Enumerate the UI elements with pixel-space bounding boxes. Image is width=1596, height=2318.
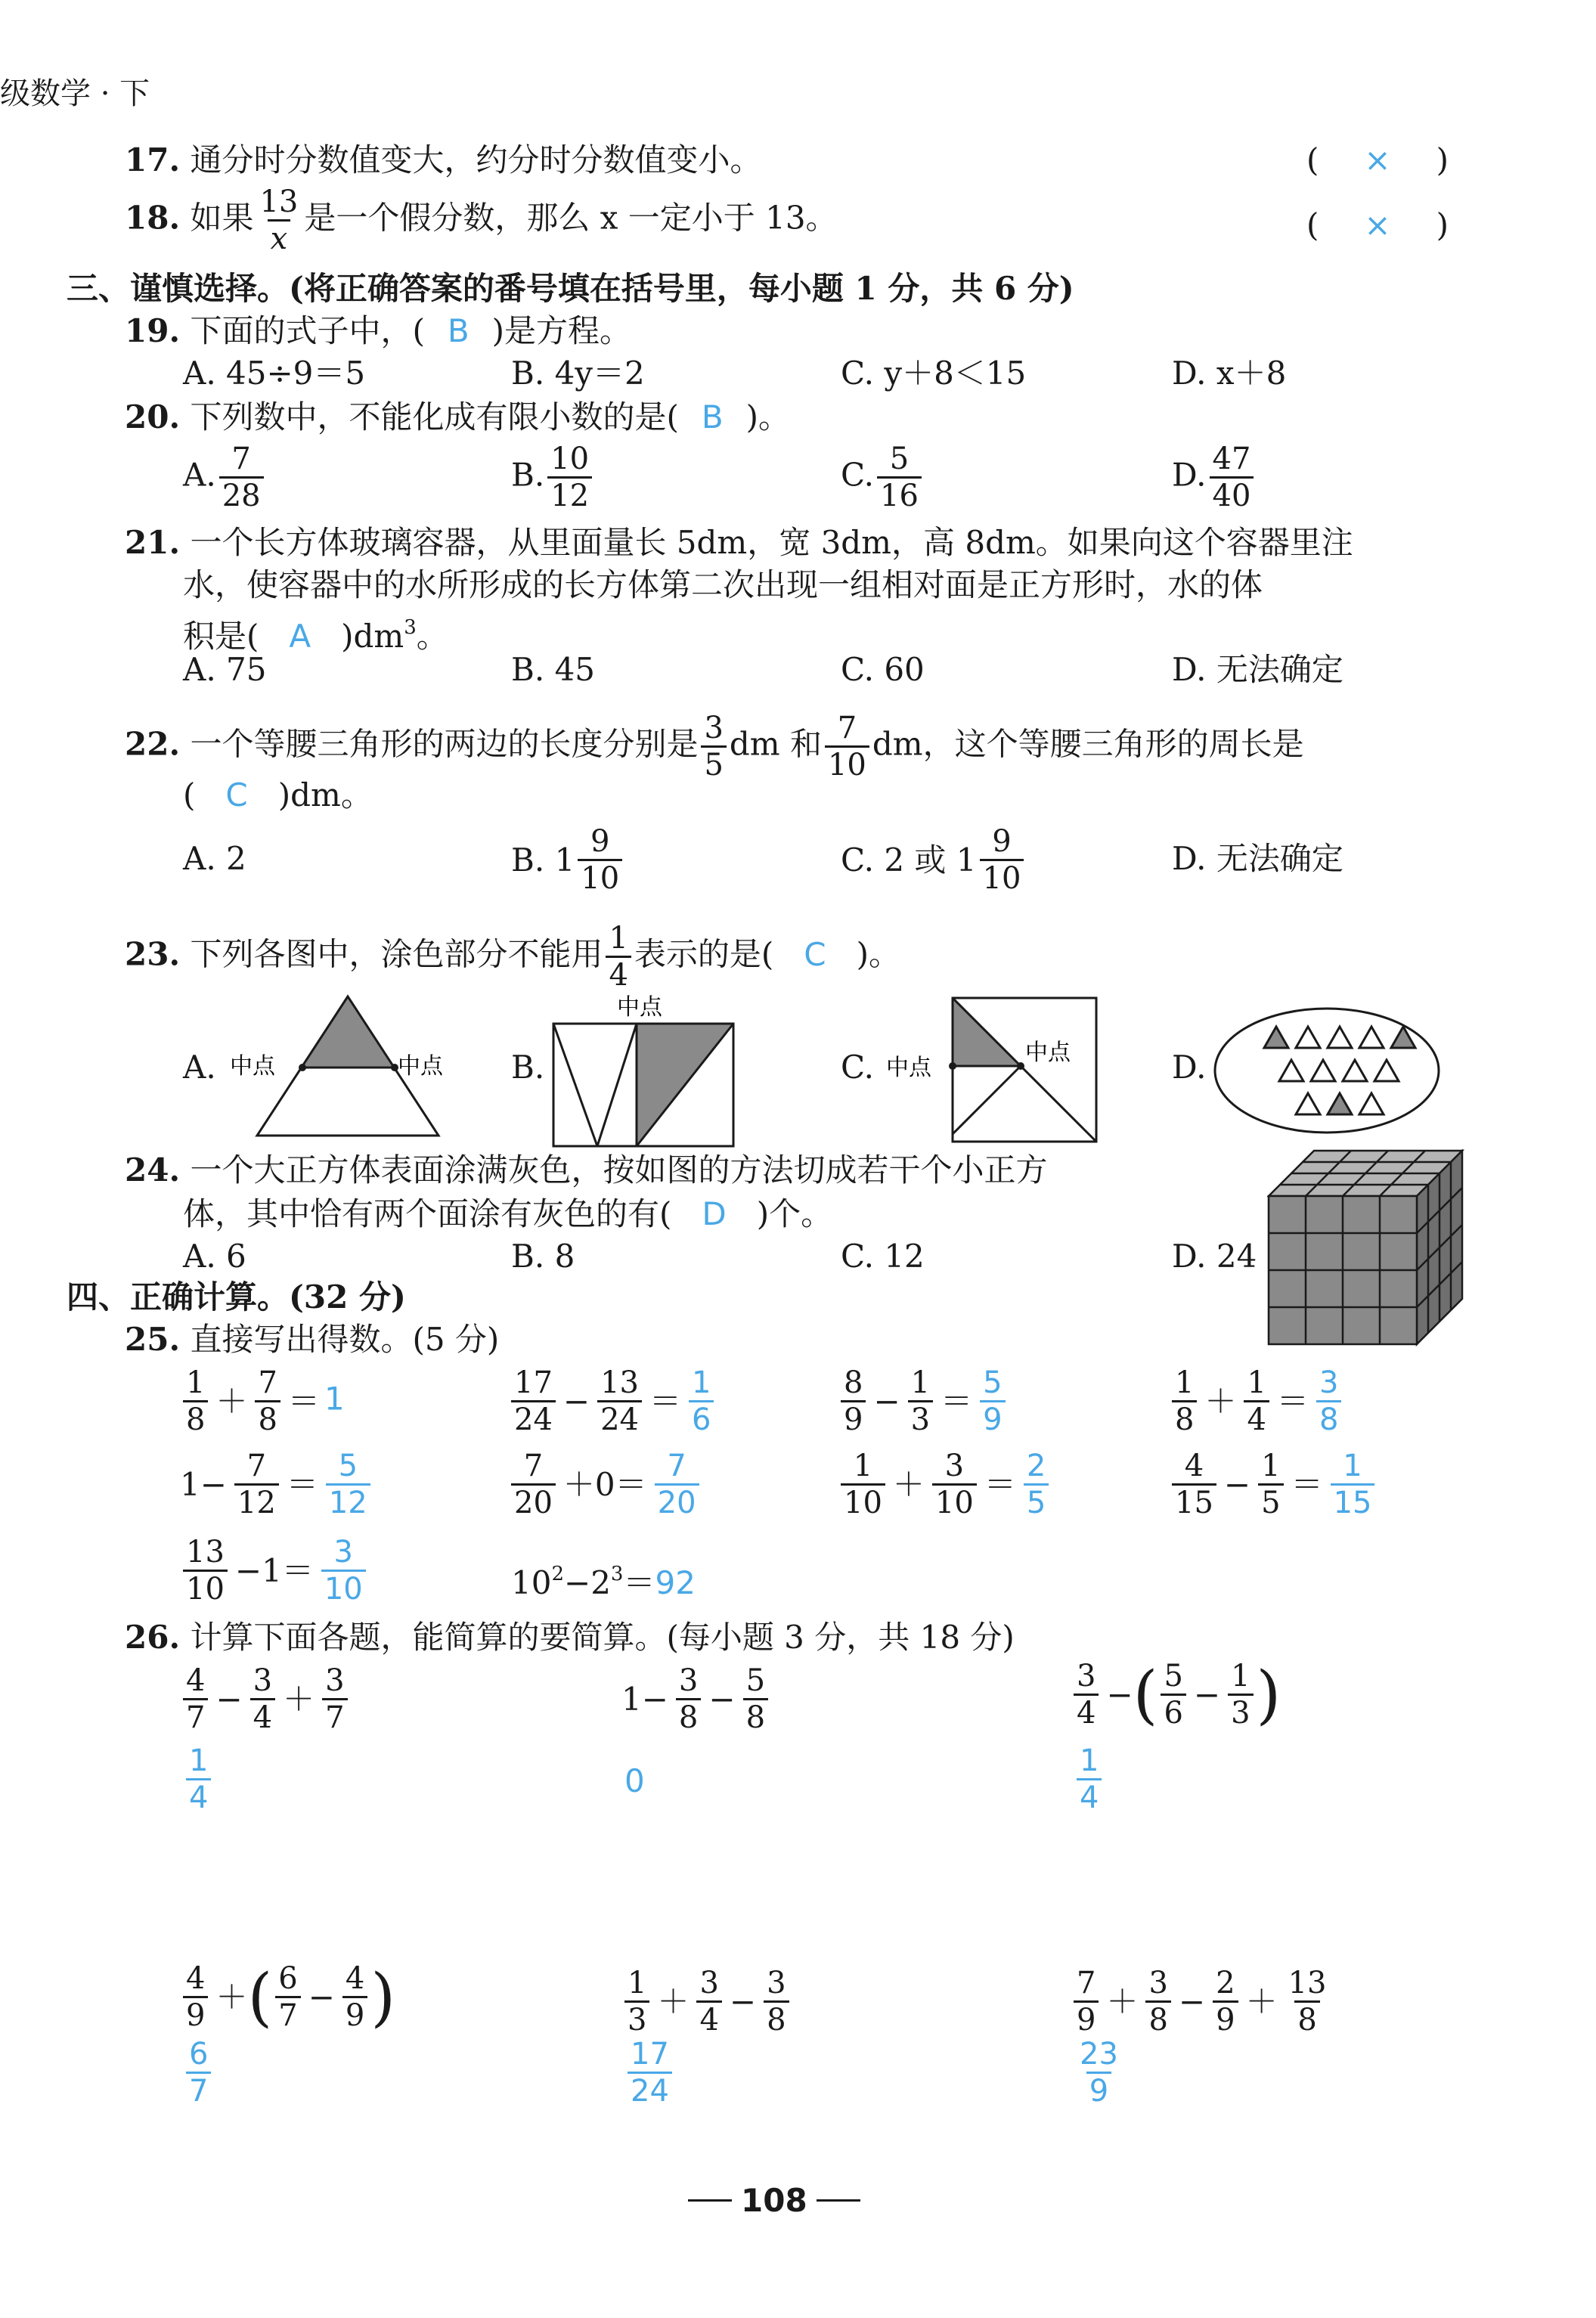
q17-answer-bracket: ( × ) (1306, 141, 1449, 178)
section-3-title: 三、谨慎选择。(将正确答案的番号填在括号里，每小题 1 分，共 6 分) (67, 270, 1074, 307)
calc-25-3: $\frac{8}{9}$ − $\frac{1}{3}$ ＝ $\frac{5}{9}$ (838, 1365, 1009, 1437)
calc-25-1-answer: 1 (324, 1380, 345, 1418)
question-18: 18. 如果 $\frac{13}{x}$ 是一个假分数，那么 x 一定小于 13。 (125, 184, 838, 256)
calc-26-2: 1− $\frac{3}{8}$ − $\frac{5}{8}$ (621, 1663, 771, 1735)
calc-25-9: $\frac{13}{10}$ −1＝ $\frac{3}{10}$ (180, 1535, 369, 1607)
calc-26-3-answer: $\frac{1}{4}$ (1074, 1743, 1105, 1815)
q23-label-c: C. (841, 1049, 874, 1086)
q22-option-d: D. 无法确定 (1172, 840, 1343, 877)
figure-d-ellipse-triangles (1210, 1003, 1444, 1139)
question-23: 23. 下列各图中，涂色部分不能用 $\frac{1}{4}$ 表示的是( C )。 (125, 921, 901, 993)
q20-answer: B (701, 398, 724, 435)
q20-option-d: D. $\frac{47}{40}$ (1172, 442, 1257, 513)
q21-line-2: 水，使容器中的水所形成的长方体第二次出现一组相对面是正方形时，水的体 (183, 566, 1263, 603)
page-header: 级数学 · 下 (0, 76, 150, 111)
midpoint-label-a-right: 中点 (398, 1053, 443, 1080)
q21-answer: A (289, 618, 311, 655)
question-26: 26. 计算下面各题，能简算的要简算。(每小题 3 分，共 18 分) (125, 1619, 1015, 1656)
q24-option-b: B. 8 (511, 1238, 575, 1275)
question-25: 25. 直接写出得数。(5 分) (125, 1321, 500, 1358)
section-4-title: 四、正确计算。(32 分) (67, 1278, 406, 1315)
q17-answer: × (1364, 141, 1391, 178)
q21-option-a: A. 75 (183, 651, 267, 688)
q20-option-c: C. $\frac{5}{16}$ (841, 442, 925, 513)
calc-26-2-answer: 0 (624, 1762, 645, 1799)
q19-answer: B (447, 312, 470, 349)
calc-26-1: $\frac{4}{7}$ − $\frac{3}{4}$ ＋ $\frac{3}{7}$ (180, 1663, 351, 1735)
figure-c-square (877, 990, 1104, 1146)
q24-option-a: A. 6 (183, 1238, 246, 1275)
q23-label-d: D. (1172, 1049, 1207, 1086)
q24-option-d: D. 24 (1172, 1238, 1257, 1275)
q23-label-a: A. (183, 1049, 216, 1086)
q19-option-b: B. 4y＝2 (511, 355, 645, 392)
calc-25-5: 1− $\frac{7}{12}$ ＝ $\frac{5}{12}$ (180, 1449, 373, 1520)
calc-25-9-answer: $\frac{3}{10}$ (321, 1535, 366, 1607)
q19-option-a: A. 45÷9＝5 (183, 355, 366, 392)
q22-option-b: B. 1 $\frac{9}{10}$ (511, 824, 625, 896)
cube-figure (1267, 1149, 1465, 1347)
q18-answer-bracket: ( × ) (1306, 206, 1449, 243)
q21-option-c: C. 60 (841, 651, 925, 688)
midpoint-label-a-left: 中点 (230, 1053, 275, 1080)
calc-26-5-answer: $\frac{17}{24}$ (624, 2037, 675, 2109)
q24-option-c: C. 12 (841, 1238, 925, 1275)
calc-26-4: $\frac{4}{9}$ ＋( $\frac{6}{7}$ − $\frac{4}{9}$ ) (180, 1961, 395, 2033)
calc-26-3: $\frac{3}{4}$ −( $\frac{5}{6}$ − $\frac{1}{3}$ ) (1071, 1659, 1281, 1731)
q20-option-b: B. $\frac{10}{12}$ (511, 442, 595, 513)
calc-25-5-answer: $\frac{5}{12}$ (326, 1449, 370, 1520)
calc-26-4-answer: $\frac{6}{7}$ (183, 2037, 214, 2109)
calc-26-5: $\frac{1}{3}$ ＋ $\frac{3}{4}$ − $\frac{3}{8}$ (621, 1966, 792, 2038)
calc-25-1: $\frac{1}{8}$ ＋ $\frac{7}{8}$ ＝ 1 (180, 1365, 345, 1437)
fraction-13-over-x: $\frac{13}{x}$ (259, 184, 299, 256)
calc-25-8: $\frac{4}{15}$ − $\frac{1}{5}$ ＝ $\frac{1}{15}$ (1169, 1449, 1378, 1520)
question-20: 20. 下列数中，不能化成有限小数的是( B )。 (125, 398, 791, 435)
calc-25-6-answer: $\frac{7}{20}$ (655, 1449, 699, 1520)
question-17: 17. 通分时分数值变大，约分时分数值变小。 (125, 141, 762, 178)
q24-line-2: 体，其中恰有两个面涂有灰色的有( D )个。 (183, 1195, 833, 1232)
midpoint-label-b: 中点 (617, 994, 662, 1021)
calc-25-2: $\frac{17}{24}$ − $\frac{13}{24}$ ＝ $\frac{1}{6}$ (508, 1365, 717, 1437)
question-24: 24. 一个大正方体表面涂满灰色，按如图的方法切成若干个小正方 (125, 1151, 1048, 1188)
calc-26-1-answer: $\frac{1}{4}$ (183, 1743, 214, 1815)
midpoint-label-c-left: 中点 (886, 1055, 931, 1081)
figure-a-triangle (227, 990, 454, 1142)
q20-option-a: A. $\frac{7}{28}$ (183, 442, 267, 513)
calc-25-10: $10^2-2^3=92$ (511, 1563, 696, 1601)
q21-option-d: D. 无法确定 (1172, 651, 1343, 688)
calc-26-6: $\frac{7}{9}$ ＋ $\frac{3}{8}$ − $\frac{2}{9}$ ＋ $\frac{13}{8}$ (1071, 1966, 1333, 2038)
q18-answer: × (1364, 206, 1391, 243)
calc-25-3-answer: $\frac{5}{9}$ (980, 1365, 1005, 1437)
calc-25-7: $\frac{1}{10}$ ＋ $\frac{3}{10}$ ＝ $\frac{2}{5}$ (838, 1449, 1052, 1520)
q23-label-b: B. (511, 1049, 545, 1086)
calc-25-6: $\frac{7}{20}$ ＋0＝ $\frac{7}{20}$ (508, 1449, 702, 1520)
q22-option-c: C. 2 或 1 $\frac{9}{10}$ (841, 824, 1027, 896)
q23-answer: C (804, 935, 826, 973)
figure-b-rectangle (544, 987, 741, 1151)
q22-answer: C (225, 776, 248, 813)
question-21: 21. 一个长方体玻璃容器，从里面量长 5dm，宽 3dm，高 8dm。如果向这个容器里注 (125, 524, 1353, 561)
q22-answer-line: ( C )dm。 (183, 776, 373, 813)
question-22: 22. 一个等腰三角形的两边的长度分别是 $\frac{3}{5}$ dm 和 $\frac{7}{10}$ dm，这个等腰三角形的周长是 (125, 711, 1304, 782)
calc-25-8-answer: $\frac{1}{15}$ (1331, 1449, 1375, 1520)
q19-option-c: C. y＋8＜15 (841, 355, 1027, 392)
page-number: 108 (688, 2182, 860, 2219)
calc-25-7-answer: $\frac{2}{5}$ (1024, 1449, 1049, 1520)
calc-25-2-answer: $\frac{1}{6}$ (689, 1365, 714, 1437)
midpoint-label-c-right: 中点 (1025, 1040, 1071, 1066)
q21-option-b: B. 45 (511, 651, 596, 688)
q19-option-d: D. x＋8 (1172, 355, 1287, 392)
calc-25-10-answer: 92 (655, 1564, 696, 1601)
question-19: 19. 下面的式子中，( B )是方程。 (125, 312, 632, 349)
q24-answer: D (702, 1195, 727, 1232)
calc-26-6-answer: $\frac{23}{9}$ (1080, 2037, 1118, 2109)
calc-25-4-answer: $\frac{3}{8}$ (1316, 1365, 1341, 1437)
q22-option-a: A. 2 (183, 840, 246, 877)
q21-line-3: 积是( A )$dm^3$。 (183, 616, 448, 655)
calc-25-4: $\frac{1}{8}$ ＋ $\frac{1}{4}$ ＝ $\frac{3}{8}$ (1169, 1365, 1344, 1437)
